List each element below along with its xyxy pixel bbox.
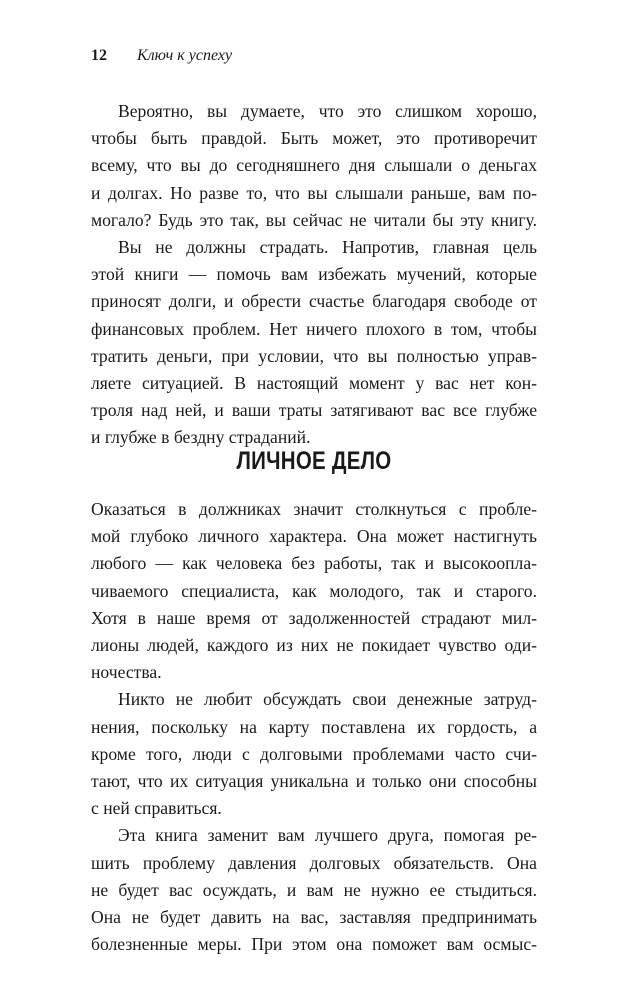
text-line: этой книги — помочь вам избежать мучений, которые: [91, 264, 537, 285]
text-line: тратить деньги, при условии, что вы полностью управ-: [91, 345, 537, 366]
section-heading: ЛИЧНОЕ ДЕЛО: [236, 447, 392, 475]
text-line: не будет вас осуждать, и вам не нужно ее стыдиться.: [91, 879, 537, 900]
page-number: 12: [91, 47, 107, 64]
text-line: нения, поскольку на карту поставлена их гордость, а: [91, 716, 537, 737]
text-line: Вероятно, вы думаете, что это слишком хорошо,: [118, 101, 537, 121]
text-line: чиваемого специалиста, как молодого, так и старого.: [91, 580, 537, 601]
section-1-text: [91, 98, 537, 452]
text-line: мой глубоко личного характера. Она может настигнуть: [91, 526, 537, 547]
text-line: Вы не должны страдать. Напротив, главная цель: [118, 237, 537, 258]
text-line: Хотя в наше время от задолженностей страдают мил-: [91, 607, 537, 628]
text-line: тают, что их ситуация уникальна и только они способны: [91, 771, 537, 792]
paragraph: [91, 686, 537, 822]
text-line: и глубже в бездну страданий.: [91, 427, 311, 448]
text-line: финансовых проблем. Нет ничего плохого в том, чтобы: [91, 318, 537, 339]
text-line: и долгах. Но разве то, что вы слышали раньше, вам по-: [91, 182, 537, 203]
text-line: с ней справиться.: [91, 798, 222, 819]
running-title: Ключ к успеху: [137, 47, 233, 64]
text-line: ночества.: [91, 662, 162, 683]
text-line: чтобы быть правдой. Быть может, это противоречит: [91, 128, 537, 149]
text-line: кроме того, люди с долговыми проблемами часто счи-: [91, 743, 537, 764]
paragraph: [91, 822, 537, 958]
text-line: болезненные меры. При этом она поможет вам осмыс-: [91, 934, 537, 955]
text-line: Она не будет давить на вас, заставляя предпринимать: [91, 907, 537, 928]
running-header: [91, 47, 232, 65]
text-line: всему, что вы до сегодняшнего дня слышали о деньгах: [91, 155, 537, 176]
text-line: ляете ситуацией. В настоящий момент у вас нет кон-: [91, 373, 537, 394]
text-line: троля над ней, и ваши траты затягивают вас все глубже: [91, 400, 537, 421]
text-line: могало? Будь это так, вы сейчас не читали бы эту книгу.: [91, 209, 537, 230]
paragraph: [91, 98, 537, 234]
paragraph: [91, 234, 537, 452]
text-line: шить проблему давления долговых обязательств. Она: [91, 852, 537, 873]
paragraph: [91, 496, 537, 686]
section-2-text: [91, 496, 537, 958]
text-line: Никто не любит обсуждать свои денежные затруд-: [118, 689, 537, 710]
text-line: Эта книга заменит вам лучшего друга, помогая ре-: [118, 825, 537, 846]
text-line: любого — как человека без работы, так и высокоопла-: [91, 553, 537, 574]
text-line: приносят долги, и обрести счастье благодаря свободе от: [91, 291, 537, 312]
text-line: Оказаться в должниках значит столкнуться с пробле-: [91, 499, 537, 519]
text-line: лионы людей, каждого из них не покидает чувство оди-: [91, 635, 537, 656]
